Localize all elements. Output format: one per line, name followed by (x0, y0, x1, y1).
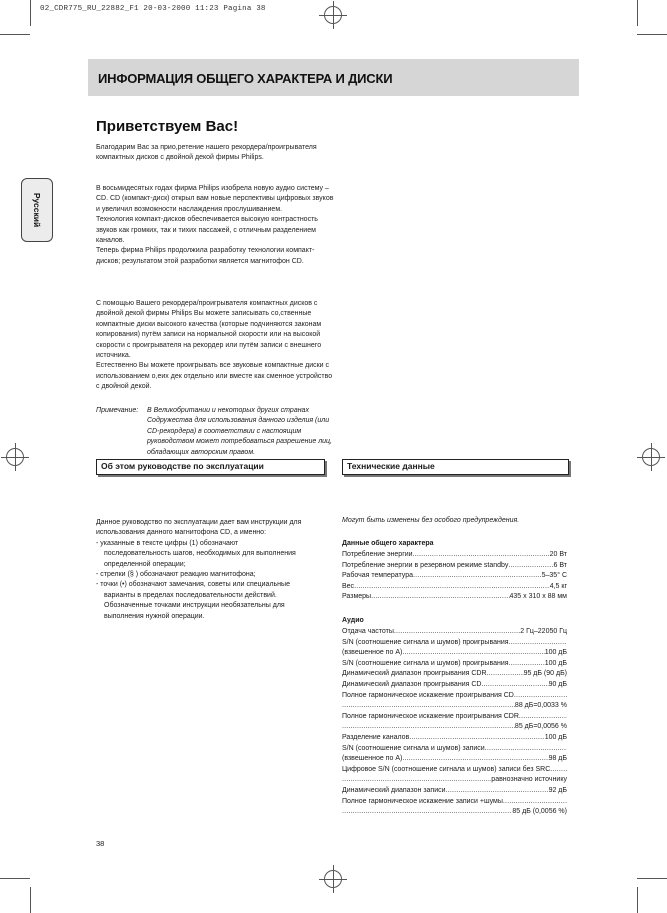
spec-row (342, 701, 567, 712)
spec-value: 435 х 310 х 88 мм (509, 593, 567, 601)
spec-label: Полное гармоническое искажение записи +шумы (342, 797, 503, 805)
spec-value: 5–35° C (541, 572, 567, 580)
spec-row (342, 659, 567, 670)
tech-heading-box (342, 459, 569, 475)
spec-leader-dots (342, 775, 491, 786)
spec-leader-dots (519, 712, 567, 723)
intro-p3: Технология компакт-дисков обеспечивается высокую контрастность звуков как громких, так и тихих пассажей, с отличным разделением каналов. (96, 216, 318, 245)
spec-label: Потребление энергии (342, 551, 413, 558)
spec-leader-dots (509, 638, 567, 649)
spec-leader-dots (354, 582, 550, 593)
spec-leader-dots (503, 797, 567, 808)
spec-leader-dots (487, 669, 524, 680)
spec-value: 100 дБ (544, 659, 567, 667)
page-number: 38 (96, 839, 105, 848)
spec-label: S/N (соотношение сигнала и шумов) записи (342, 744, 485, 752)
spec-label: Рабочая температура (342, 572, 413, 580)
language-tab-label: Русский (32, 192, 42, 228)
intro-p5: С помощью Вашего рекордера/проигрывателя компактных дисков с двойной декой фирмы Philips Вы можете записывать со,ственные компактные диски высокого качества (которые подчиняются законам копирования) путём записи на нормальной скорости или на высокой скорости с проигрывателя на рекордер или путём записи с внешнего источника. (96, 300, 322, 360)
guide-item-cont: определенной операции; (104, 560, 186, 568)
spec-row (342, 680, 567, 691)
spec-value: 98 дБ (548, 755, 567, 763)
spec-leader-dots (402, 648, 544, 659)
spec-label: (взвешенное по А) (342, 649, 403, 657)
spec-leader-dots (514, 691, 567, 702)
audio-specs (342, 627, 567, 818)
crop-mark (0, 34, 30, 35)
intro-paragraph (96, 299, 336, 393)
guide-heading-box (96, 459, 325, 475)
guide-text (96, 518, 332, 622)
spec-label: Полное гармоническое искажение проигрывания CDR (342, 712, 519, 720)
guide-line: использования данного магнитофона CD, а именно: (96, 529, 267, 537)
spec-value: 100 дБ (544, 733, 567, 741)
spec-row (342, 669, 567, 680)
spec-value: 6 Вт (553, 561, 567, 569)
spec-leader-dots (481, 680, 548, 691)
spec-row (342, 807, 567, 818)
print-slug: 02_CDR775_RU_22882_F1 20-03-2000 11:23 Pagina 38 (40, 5, 266, 13)
page-title-band (88, 59, 579, 96)
tech-heading: Технические данные (347, 461, 435, 471)
general-section-title: Данные общего характера (342, 540, 434, 547)
guide-item: - стрелки (§ ) обозначают реакцию магнитофона; (96, 571, 256, 579)
spec-label: Полное гармоническое искажение проигрывания CD (342, 691, 514, 699)
spec-label: (взвешенное по А) (342, 755, 403, 763)
registration-mark-icon (324, 6, 342, 24)
spec-label: Динамический диапазон проигрывания CD (342, 680, 482, 688)
guide-item-cont: варианты в пределах последовательности действий. (104, 591, 277, 599)
spec-label: Размеры (342, 593, 372, 601)
guide-heading: Об этом руководстве по эксплуатации (101, 461, 264, 471)
guide-line: Данное руководство по эксплуатации дает вам инструкции для (96, 519, 302, 526)
registration-mark-icon (6, 448, 24, 466)
spec-row (342, 592, 567, 603)
spec-label: Разделение каналов (342, 733, 410, 741)
spec-value: 90 дБ (548, 680, 567, 688)
general-specs (342, 550, 567, 603)
welcome-heading: Приветствуем Вас! (96, 118, 239, 135)
spec-label: Отдача частоты (342, 628, 394, 635)
spec-leader-dots (409, 733, 544, 744)
spec-label: S/N (соотношение сигнала и шумов) проигрывания (342, 638, 509, 646)
crop-mark (30, 0, 31, 26)
spec-leader-dots (394, 627, 520, 638)
spec-label: S/N (соотношение сигнала и шумов) проигрывания (342, 659, 509, 667)
spec-value: 88 дБ=0,0033 % (514, 702, 567, 710)
registration-mark-icon (642, 448, 660, 466)
spec-row (342, 561, 567, 572)
spec-row (342, 627, 567, 638)
spec-value: 95 дБ (90 дБ) (523, 670, 567, 678)
spec-leader-dots (342, 701, 515, 712)
guide-item-cont: выполнения нужной операции. (104, 612, 205, 620)
guide-item: - точки (•) обозначают замечания, советы или специальные (96, 581, 290, 589)
spec-row (342, 582, 567, 593)
spec-row (342, 786, 567, 797)
crop-mark (30, 887, 31, 913)
intro-paragraph (96, 143, 336, 164)
spec-leader-dots (342, 722, 515, 733)
spec-leader-dots (371, 592, 509, 603)
spec-leader-dots (402, 754, 548, 765)
spec-row (342, 733, 567, 744)
registration-mark-icon (324, 870, 342, 888)
spec-leader-dots (413, 550, 550, 561)
spec-label: Вес (342, 582, 355, 590)
intro-p1: Благодарим Вас за прио,ретение нашего рекордера/проигрывателя компактных дисков с двойной декой фирмы Philips. (96, 144, 317, 162)
spec-leader-dots (550, 765, 567, 776)
spec-leader-dots (413, 571, 542, 582)
spec-row (342, 722, 567, 733)
crop-mark (637, 887, 638, 913)
spec-value: 92 дБ (548, 786, 567, 794)
guide-item-cont: Обозначенные точками инструкции необязательны для (104, 602, 285, 610)
language-tab (21, 178, 53, 242)
intro-p6: Естественно Вы можете проигрывать все звуковые компактные диски с использованием о,еих дек отдельно или вместе как сменное устройство с двойной декой. (96, 362, 333, 391)
spec-row (342, 765, 567, 776)
spec-leader-dots (342, 807, 512, 818)
note-label: Примечание: (96, 407, 139, 414)
audio-section-title: Аудио (342, 617, 364, 624)
spec-row (342, 797, 567, 808)
intro-p4: Теперь фирма Philips продолжила разработку технологии компакт-дисков; результатом этой разработки является магнитофон CD. (96, 247, 315, 265)
spec-value: 85 дБ=0,0056 % (514, 723, 567, 731)
spec-leader-dots (446, 786, 549, 797)
intro-paragraph (96, 184, 336, 267)
spec-label: Цифровое S/N (соотношение сигнала и шумов) записи без SRC (342, 765, 551, 773)
tech-note: Могут быть изменены без особого предупреждения. (342, 517, 520, 524)
spec-value: 20 Вт (549, 551, 567, 558)
spec-row (342, 744, 567, 755)
crop-mark (637, 0, 638, 26)
note-text: В Великобритании и некоторых других странах Содружества для использования данного изделия (или CD-рекордера) в соответствии с настоящим руководством может потребоваться разрешение лиц, обладающих авторским правом. (147, 407, 332, 456)
spec-value: 4,5 кг (549, 582, 567, 590)
spec-row (342, 550, 567, 561)
spec-leader-dots (508, 561, 553, 572)
spec-label: Динамический диапазон записи (342, 786, 446, 794)
spec-leader-dots (485, 744, 567, 755)
spec-row (342, 571, 567, 582)
guide-item: - указанные в тексте цифры (1) обозначают (96, 539, 239, 547)
page-title: ИНФОРМАЦИЯ ОБЩЕГО ХАРАКТЕРА И ДИСКИ (98, 71, 393, 86)
spec-value: равнозначно источнику (491, 776, 567, 784)
guide-item-cont: последовательность шагов, необходимых для выполнения (104, 550, 296, 558)
spec-row (342, 712, 567, 723)
spec-label: Динамический диапазон проигрывания CDR (342, 670, 487, 678)
spec-row (342, 775, 567, 786)
spec-value: 85 дБ (0,0056 %) (512, 808, 567, 816)
spec-label: Потребление энергии в резервном режиме standby (342, 561, 509, 569)
spec-row (342, 648, 567, 659)
crop-mark (637, 34, 667, 35)
spec-row (342, 638, 567, 649)
crop-mark (637, 878, 667, 879)
crop-mark (0, 878, 30, 879)
spec-row (342, 691, 567, 702)
intro-p2: В восьмидесятых годах фирма Philips изобрела новую аудио систему – CD. CD (компакт-диск) открыл вам новые перспективы цифровых звуков и увеличил возможности наслаждения прослушиванием. (96, 185, 334, 213)
spec-leader-dots (509, 659, 545, 670)
spec-value: 2 Гц–22050 Гц (520, 628, 567, 635)
spec-row (342, 754, 567, 765)
spec-value: 100 дБ (544, 649, 567, 657)
